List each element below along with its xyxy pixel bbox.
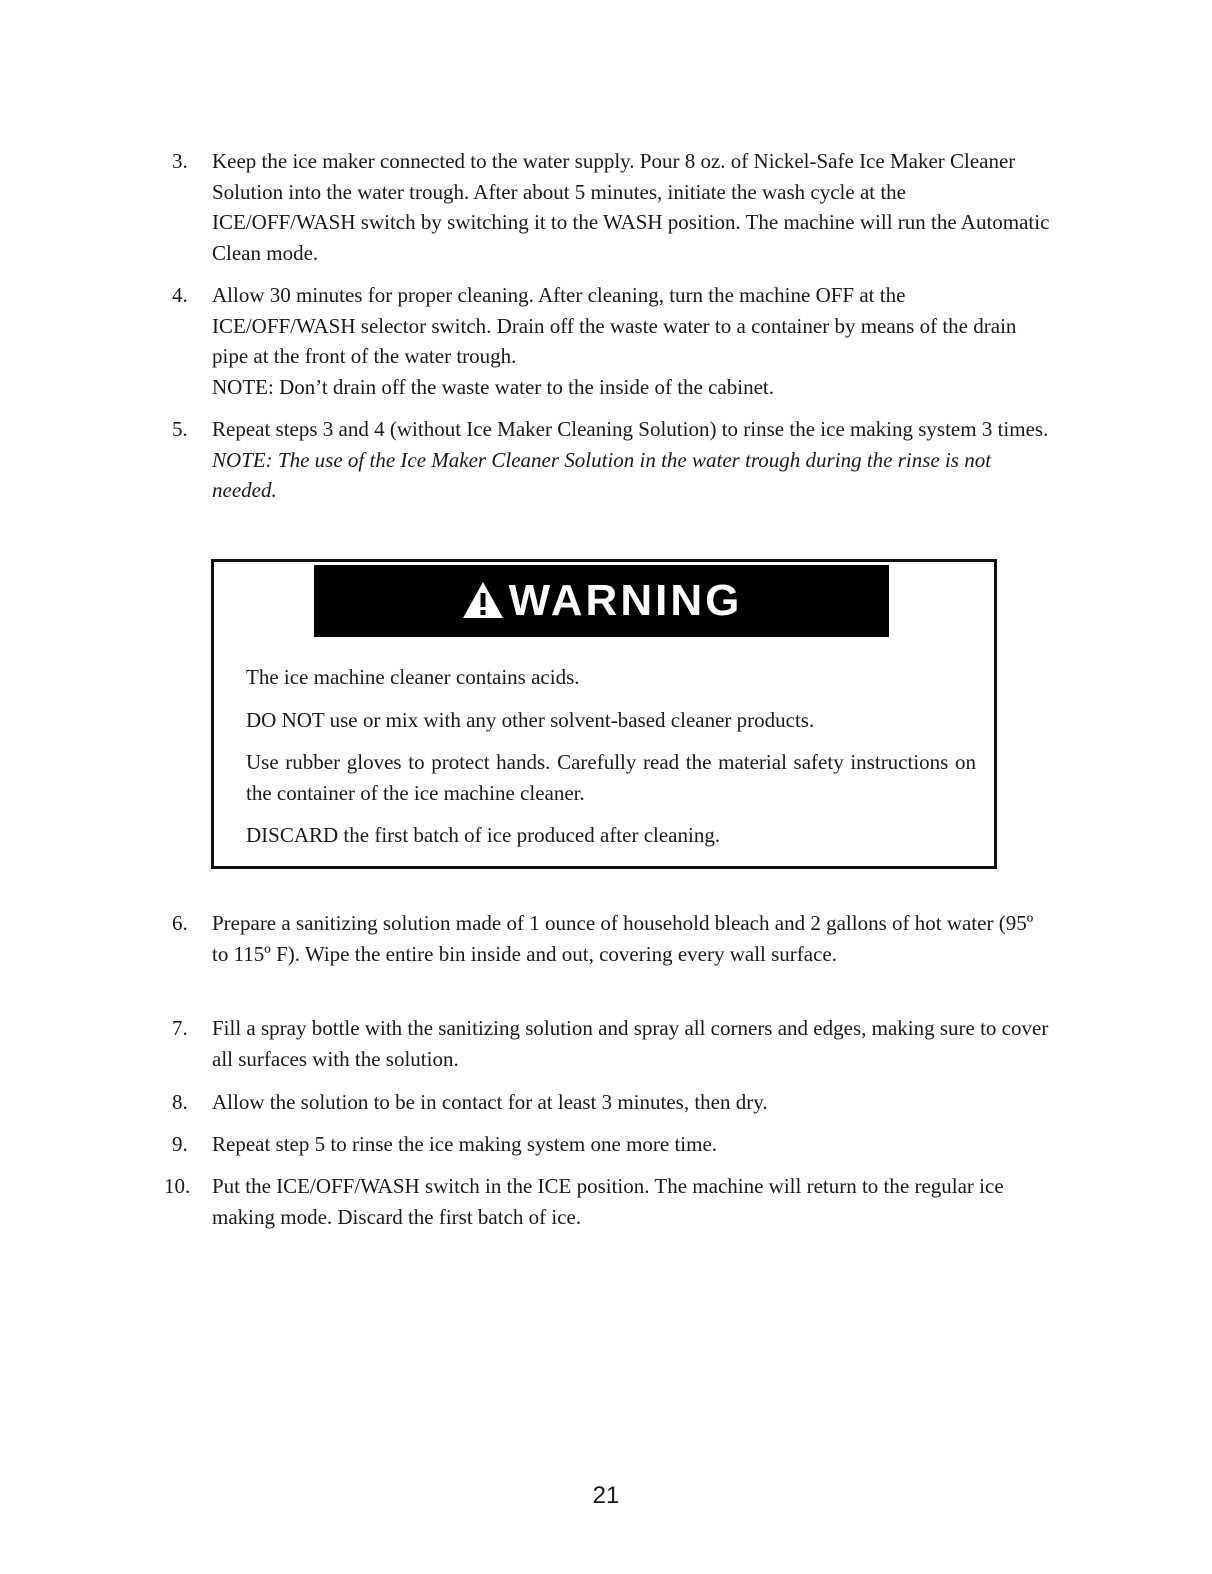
step-number: 9. xyxy=(172,1132,188,1156)
step-number: 3. xyxy=(172,149,188,173)
step-text: Allow the solution to be in contact for at least 3 minutes, then dry. xyxy=(212,1090,768,1114)
step-5 xyxy=(172,414,1052,506)
step-number: 7. xyxy=(172,1016,188,1040)
step-3 xyxy=(172,146,1052,268)
warning-title: WARNING xyxy=(508,576,743,625)
step-note: NOTE: Don’t drain off the waste water to the inside of the cabinet. xyxy=(212,374,774,399)
step-text: Keep the ice maker connected to the water supply. Pour 8 oz. of Nickel-Safe Ice Maker Cleaner Solution into the water trough. After about 5 minutes, initiate the wash cycle at the ICE/OFF/WASH switch by switching it to the WASH position. The machine will run the Automatic Clean mode. xyxy=(212,149,1050,265)
step-8 xyxy=(172,1087,1052,1118)
step-9 xyxy=(172,1129,1052,1160)
warning-line: DISCARD the first batch of ice produced after cleaning. xyxy=(246,823,721,847)
warning-banner xyxy=(314,565,889,637)
warning-box xyxy=(211,559,997,869)
step-number: 8. xyxy=(172,1090,188,1114)
step-note: NOTE: The use of the Ice Maker Cleaner Solution in the water trough during the rinse is not needed. xyxy=(212,447,992,502)
warning-triangle-icon xyxy=(461,580,505,620)
step-text: Allow 30 minutes for proper cleaning. After cleaning, turn the machine OFF at the ICE/OFF/WASH selector switch. Drain off the waste water to a container by means of the drain pipe at the front of the water trough. xyxy=(212,283,1017,368)
step-text: Put the ICE/OFF/WASH switch in the ICE position. The machine will return to the regular ice making mode. Discard the first batch of ice. xyxy=(212,1174,1004,1229)
step-7 xyxy=(172,1013,1052,1074)
step-number: 6. xyxy=(172,911,188,935)
step-number: 5. xyxy=(172,417,188,441)
step-10 xyxy=(164,1171,1044,1232)
step-number: 10. xyxy=(164,1174,191,1198)
step-4 xyxy=(172,280,1052,402)
warning-line: Use rubber gloves to protect hands. Carefully read the material safety instructions on the container of the ice machine cleaner. xyxy=(246,750,976,805)
warning-line: The ice machine cleaner contains acids. xyxy=(246,665,580,689)
step-number: 4. xyxy=(172,283,188,307)
step-text: Fill a spray bottle with the sanitizing solution and spray all corners and edges, making sure to cover all surfaces with the solution. xyxy=(212,1016,1049,1071)
warning-line: DO NOT use or mix with any other solvent-based cleaner products. xyxy=(246,707,815,732)
warning-text xyxy=(246,662,976,863)
step-text: Repeat steps 3 and 4 (without Ice Maker Cleaning Solution) to rinse the ice making system 3 times. xyxy=(212,417,1049,441)
step-text: Prepare a sanitizing solution made of 1 ounce of household bleach and 2 gallons of hot water (95º to 115º F). Wipe the entire bin inside and out, covering every wall surface. xyxy=(212,911,1034,966)
step-6 xyxy=(172,908,1052,969)
page-number: 21 xyxy=(592,1482,620,1509)
step-text: Repeat step 5 to rinse the ice making system one more time. xyxy=(212,1132,718,1156)
